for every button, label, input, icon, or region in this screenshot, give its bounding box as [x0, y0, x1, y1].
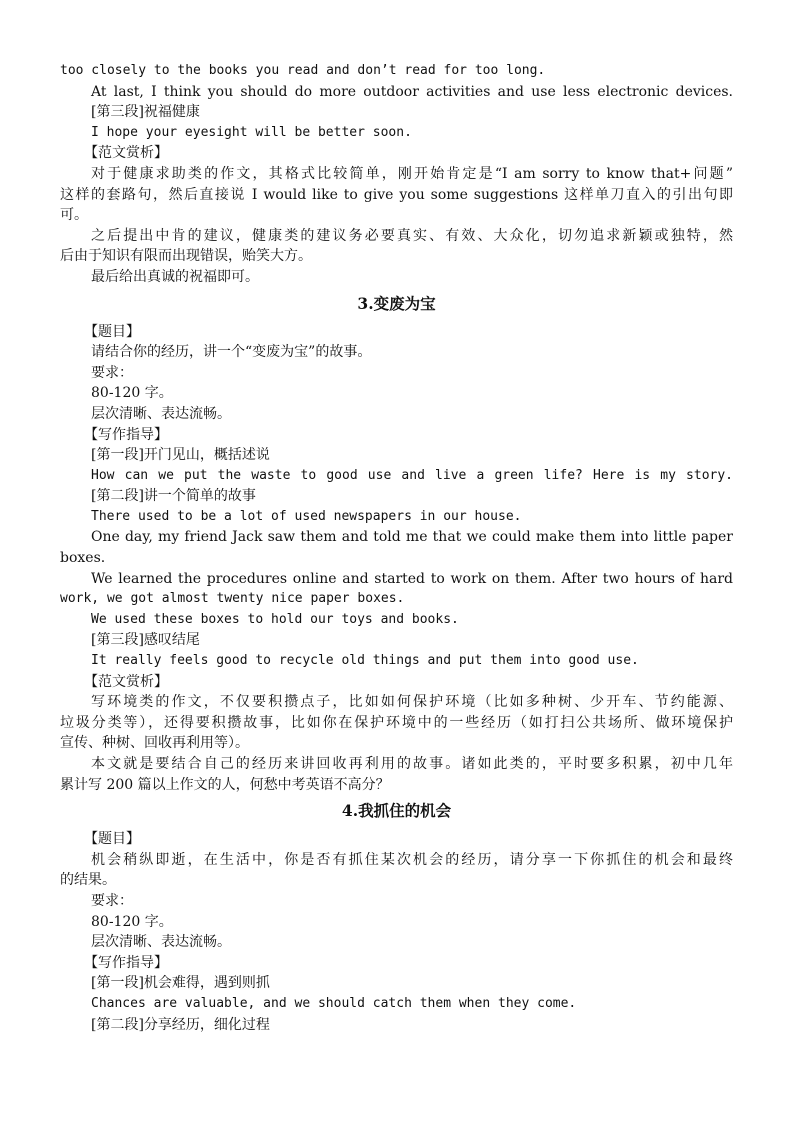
text-line: 本文就是要结合自己的经历来讲回收再利用的故事。诸如此类的，平时要多积累，初中几年	[91, 756, 733, 772]
section-label: 【范文赏析】	[84, 145, 168, 162]
text-line: At last, I think you should do more outdoor activities and use less electronic devices.	[91, 83, 733, 100]
text-line: 这样的套路句，然后直接说 I would like to give you some suggestions 这样单刀直入的引出句即	[60, 186, 733, 203]
text-line: 写环境类的作文，不仅要积攒点子，比如如何保护环境（比如多种树、少开车、节约能源、	[91, 694, 733, 711]
section-label: 【写作指导】	[84, 954, 168, 971]
paragraph-label: [第三段]感叹结尾	[91, 632, 200, 649]
text-line: 80-120 字。	[91, 913, 173, 930]
text-line: Chances are valuable, and we should catch them when they come.	[91, 995, 577, 1011]
text-line: 垃圾分类等），还得要积攒故事，比如你在保护环境中的一些经历（如打扫公共场所、做环境保护	[60, 714, 733, 731]
section-label: 【范文赏析】	[84, 673, 168, 690]
text-line: We learned the procedures online and started to work on them. After two hours of hard	[91, 570, 733, 587]
text-line: One day, my friend Jack saw them and told me that we could make them into little paper	[91, 529, 733, 546]
text-line: 机会稍纵即逝，在生活中，你是否有抓住某次机会的经历，请分享一下你抓住的机会和最终	[91, 851, 733, 868]
text-line: How can we put the waste to good use and live a green life? Here is my story.	[91, 467, 733, 483]
paragraph-label: [第二段]讲一个简单的故事	[91, 488, 256, 505]
paragraph-label: [第一段]机会难得，遇到则抓	[91, 975, 270, 992]
text-line: 80-120 字。	[91, 385, 173, 402]
text-line: 要求：	[91, 364, 133, 381]
text-line: 要求：	[91, 892, 133, 909]
paragraph-label: [第一段]开门见山，概括述说	[91, 447, 270, 464]
section-label: 【题目】	[84, 831, 140, 848]
text-line: We used these boxes to hold our toys and books.	[91, 611, 459, 627]
paragraph-label: [第二段]分享经历，细化过程	[91, 1016, 270, 1033]
text-line: 最后给出真诚的祝福即可。	[91, 268, 259, 285]
text-line: 后由于知识有限而出现错误，贻笑大方。	[60, 248, 312, 265]
text-line: boxes.	[60, 550, 106, 567]
text-line: 累计写 200 篇以上作文的人，何愁中考英语不高分？	[60, 776, 390, 793]
text-line: 的结果。	[60, 872, 116, 889]
section-heading: 3.变废为宝	[357, 293, 436, 313]
text-line: 对于健康求助类的作文，其格式比较简单，刚开始肯定是“I am sorry to know that+问题”	[91, 165, 733, 182]
text-line: 层次清晰、表达流畅。	[91, 405, 231, 422]
text-line: 层次清晰、表达流畅。	[91, 934, 231, 951]
text-line: work, we got almost twenty nice paper boxes.	[60, 591, 405, 607]
section-heading: 4.我抓住的机会	[341, 801, 452, 821]
text-line: 之后提出中肯的建议，健康类的建议务必要真实、有效、大众化，切勿追求新颖或独特，然	[91, 227, 733, 244]
section-label: 【写作指导】	[84, 426, 168, 443]
text-line: 请结合你的经历，讲一个“变废为宝”的故事。	[91, 344, 372, 361]
text-line: I hope your eyesight will be better soon.	[91, 124, 412, 140]
text-line: too closely to the books you read and don’t read for too long.	[60, 63, 546, 78]
section-label: 【题目】	[84, 323, 140, 340]
text-line: There used to be a lot of used newspapers in our house.	[91, 508, 522, 524]
text-line: 宣传、种树、回收再利用等）。	[60, 735, 249, 752]
text-line: It really feels good to recycle old things and put them into good use.	[91, 653, 639, 669]
text-line: 可。	[60, 207, 88, 224]
paragraph-label: [第三段]祝福健康	[91, 104, 200, 121]
